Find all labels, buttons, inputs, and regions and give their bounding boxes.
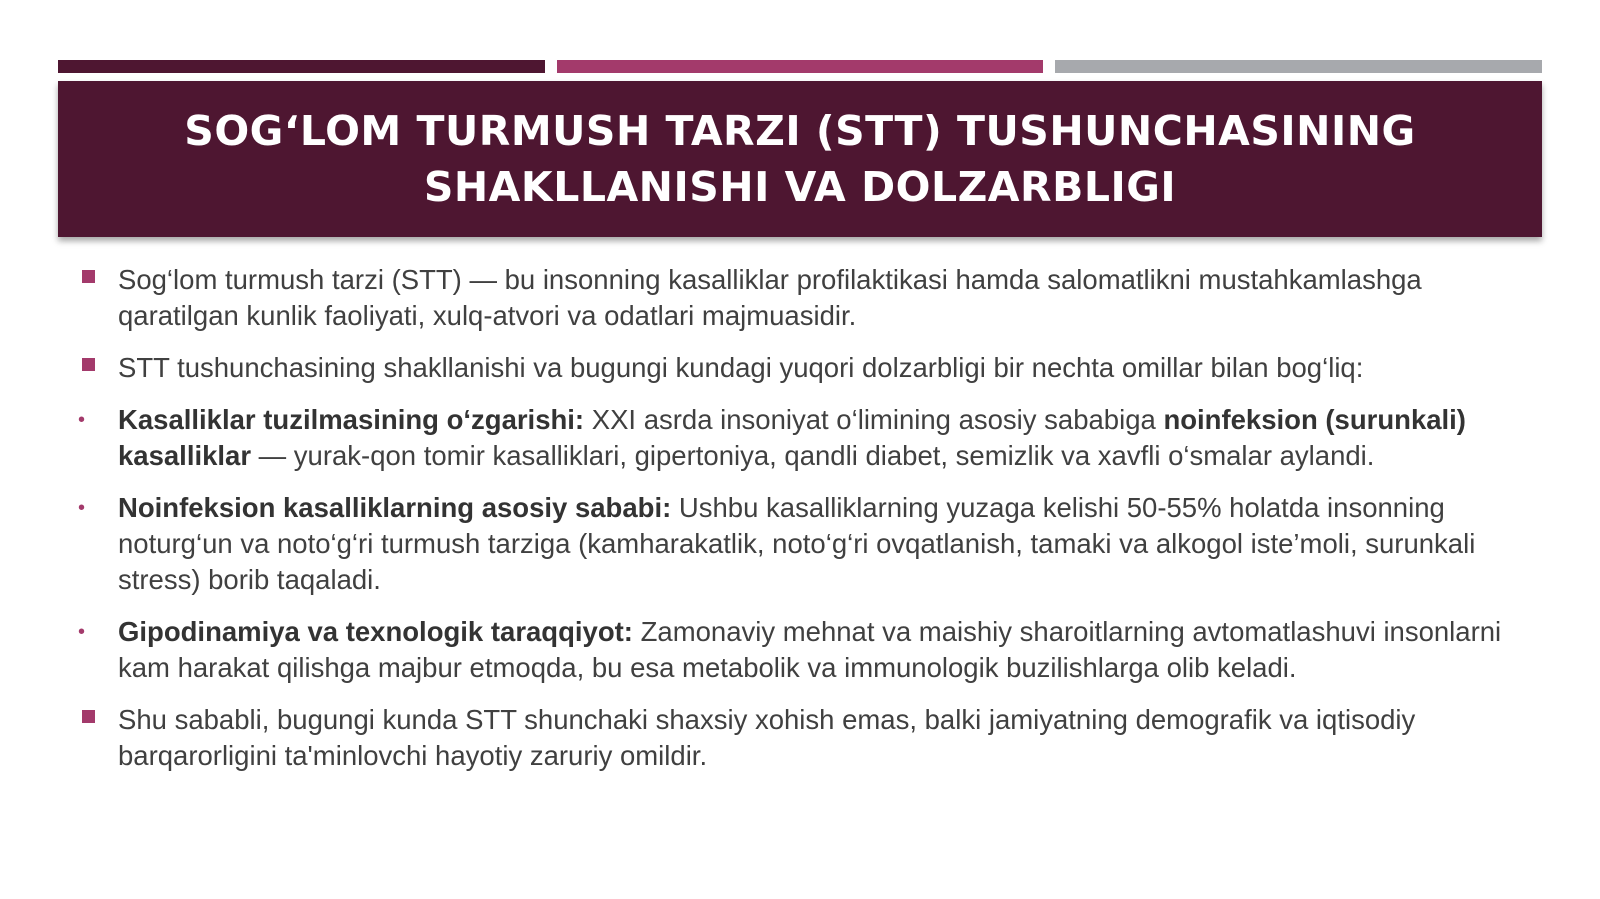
bullet-text: Zamonaviy mehnat va maishiy sharoitlarning avtomatlashuvi insonlarni kam harakat qilishga majbur etmoqda, bu esa metabolik va immunologik buzilishlarga olib keladi. [118,616,1502,683]
bullet-item-factors [80,350,1510,386]
bullet-emphasis: noinfeksion (surunkali) kasalliklar [118,404,1466,471]
bullet-text: Sog‘lom turmush tarzi (STT) — bu insonning kasalliklar profilaktikasi hamda salomatlikni mustahkamlashga qaratilgan kunlik faoliyati, xulq-atvori va odatlari majmuasidir. [118,264,1422,331]
bullet-item-hypodynamia [80,614,1510,686]
dot-bullet-icon: • [78,497,86,519]
title-band [58,81,1542,237]
bullet-item-disease-structure [80,402,1510,474]
bullet-text: XXI asrda insoniyat o‘limining asosiy sababiga [584,404,1164,435]
slide-title [150,103,1450,215]
bullet-heading: Kasalliklar tuzilmasining o‘zgarishi: [118,404,585,435]
dot-bullet-icon: • [78,621,86,643]
bullet-text: Shu sababli, bugungi kunda STT shunchaki shaxsiy xohish emas, balki jamiyatning demografik va iqtisodiy barqarorligini ta'minlovchi hayotiy zaruriy omildir. [118,704,1416,771]
bullet-text: — yurak-qon tomir kasalliklari, gipertoniya, qandli diabet, semizlik va xavfli o‘smalar aylandi. [251,440,1375,471]
bullet-heading: Noinfeksion kasalliklarning asosiy sababi: [118,492,672,523]
slide-title-line-1: SOG‘LOM TURMUSH TARZI (STT) TUSHUNCHASINING [184,107,1416,155]
accent-bar-dark [58,60,545,73]
bullet-heading: Gipodinamiya va texnologik taraqqiyot: [118,616,633,647]
dot-bullet-icon: • [78,409,86,431]
bullet-item-main-cause [80,490,1510,598]
bullet-item-definition [80,262,1510,334]
accent-bar-gray [1055,60,1542,73]
slide-title-line-2: SHAKLLANISHI VA DOLZARBLIGI [423,163,1177,211]
bullet-text: STT tushunchasining shakllanishi va bugungi kundagi yuqori dolzarbligi bir nechta omillar bilan bog‘liq: [118,352,1364,383]
square-bullet-icon [82,710,95,723]
square-bullet-icon [82,270,95,283]
square-bullet-icon [82,358,95,371]
bullet-item-conclusion [80,702,1510,774]
bullet-text: Ushbu kasalliklarning yuzaga kelishi 50-55% holatda insonning noturg‘un va noto‘g‘ri turmush tarziga (kamharakatlik, noto‘g‘ri ovqatlanish, tamaki va alkogol iste’moli, surunkali stress) borib taqaladi. [118,492,1476,595]
accent-bar-magenta [557,60,1043,73]
bullet-list [80,262,1510,790]
